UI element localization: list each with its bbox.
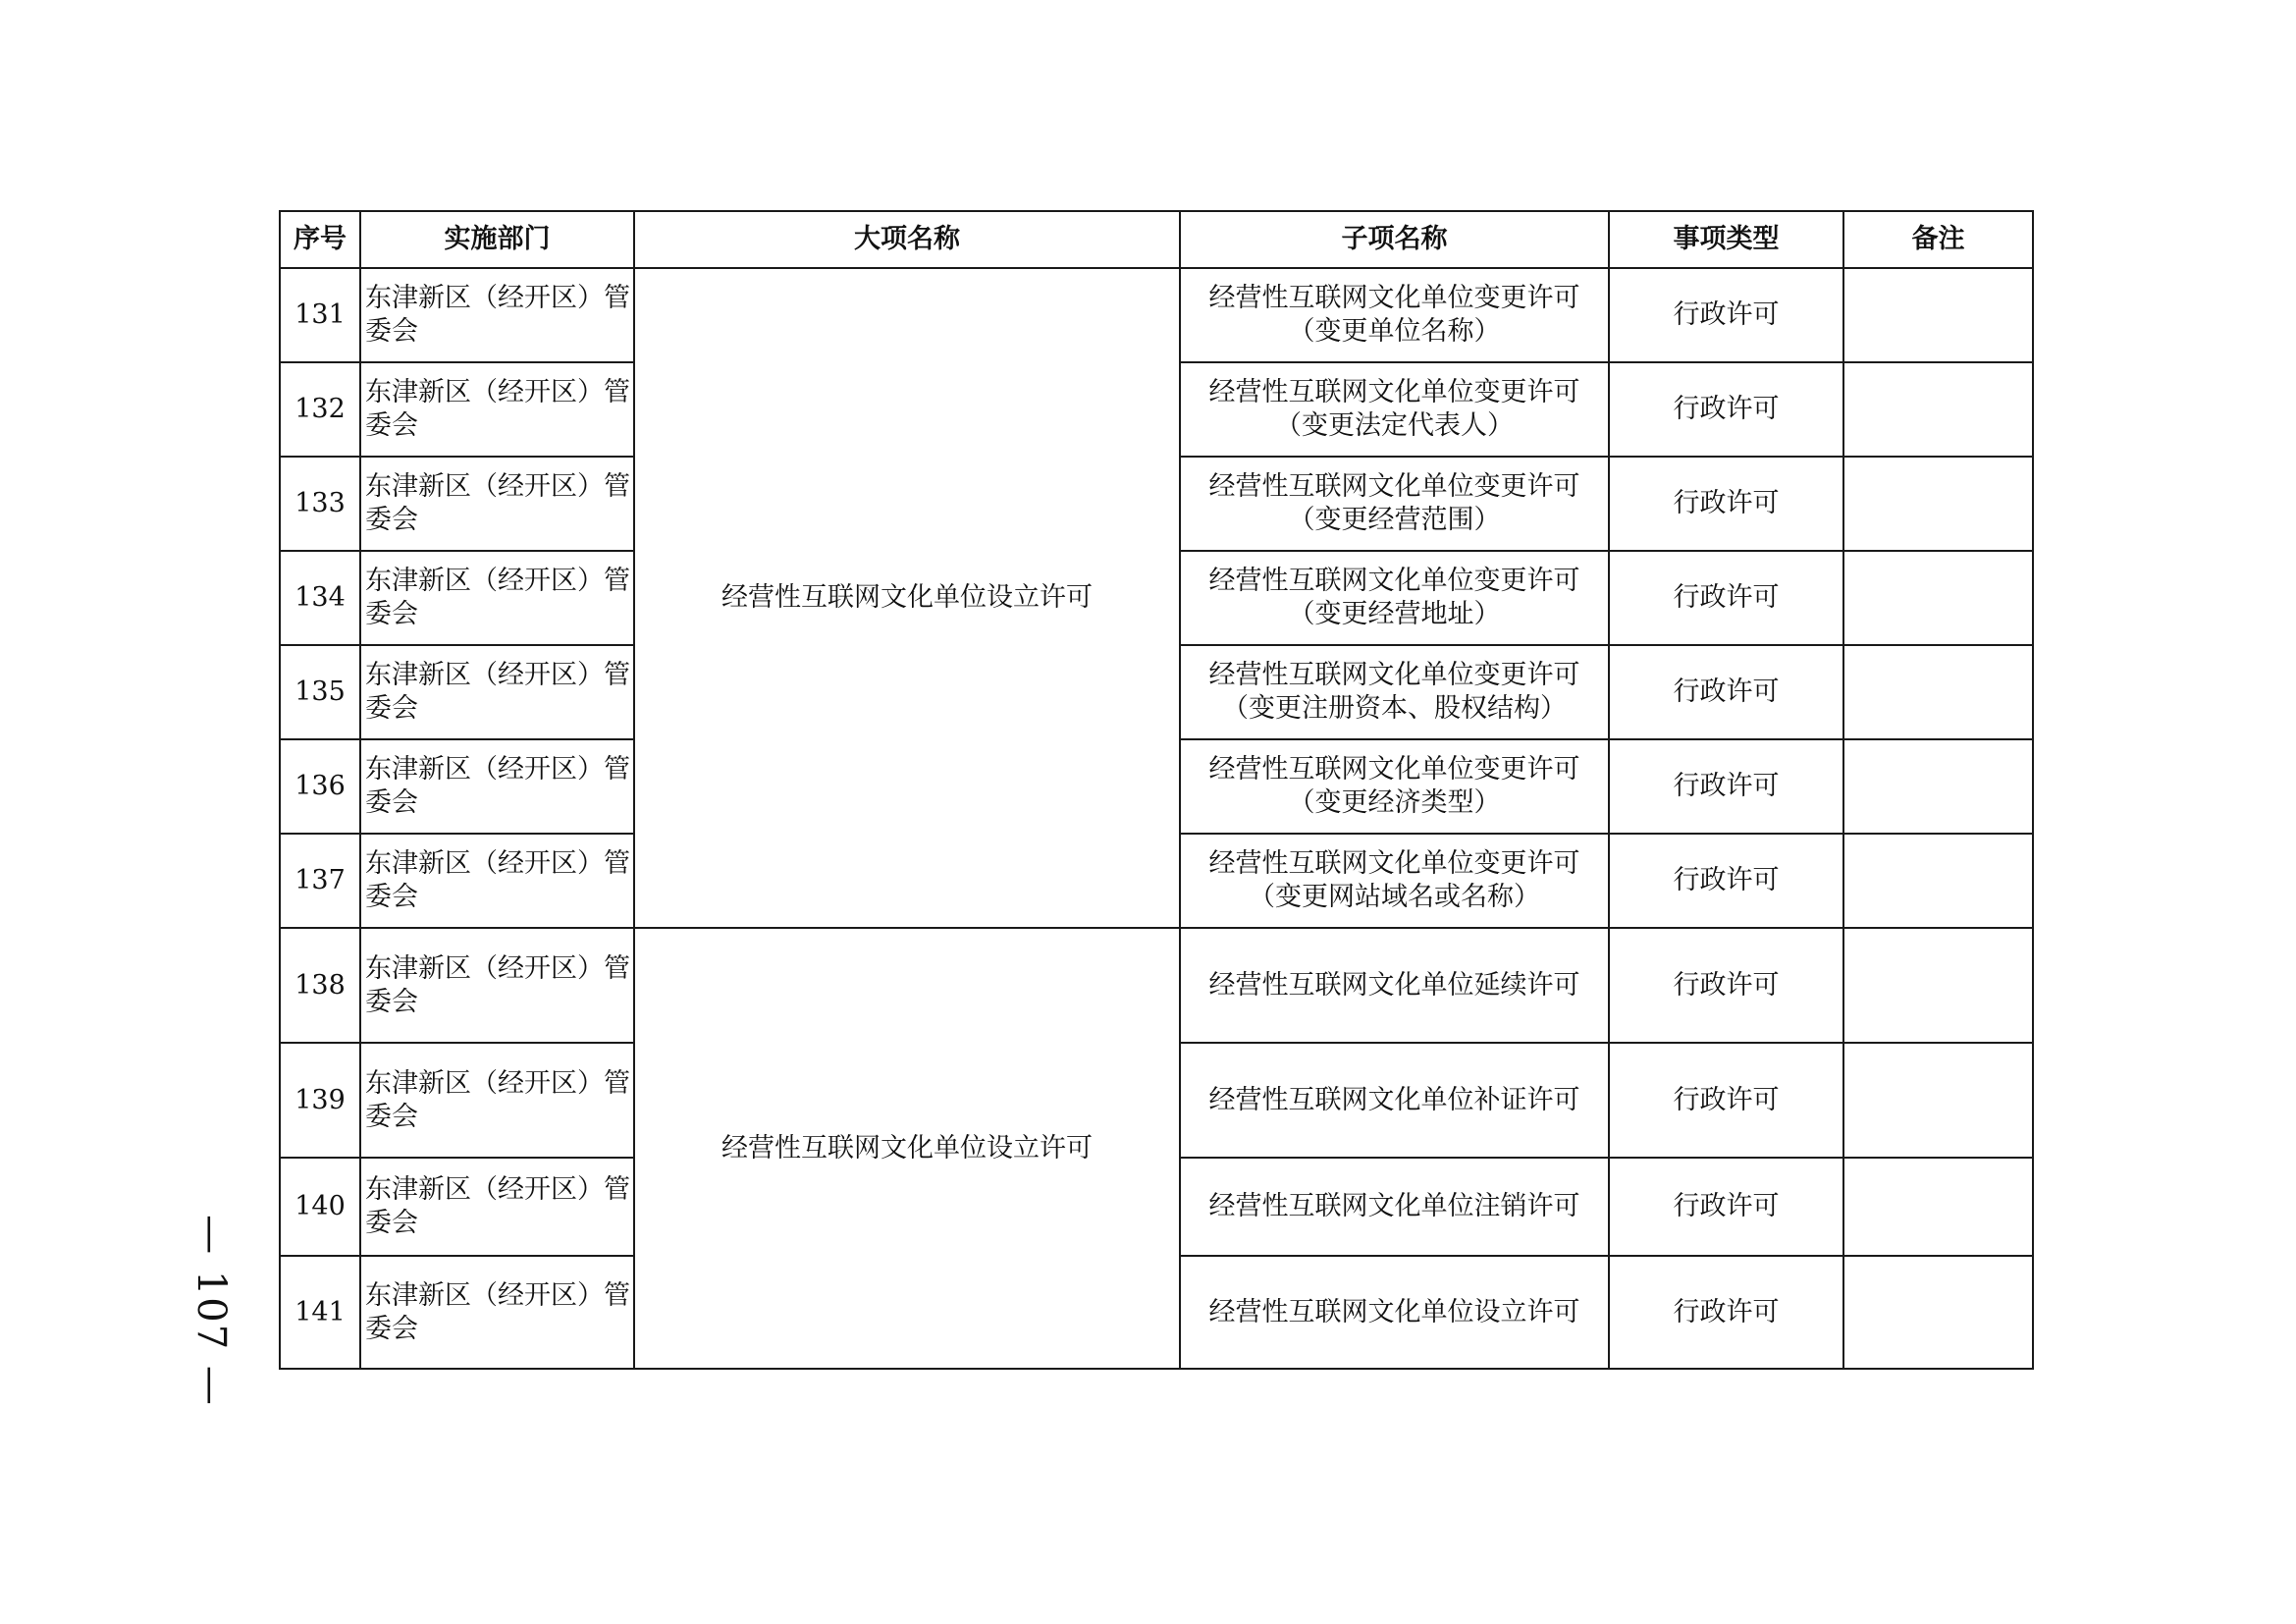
row-sub [1180, 551, 1609, 645]
row-type: 行政许可 [1609, 457, 1843, 551]
row-dept: 东津新区（经开区）管委会 [360, 362, 634, 457]
group-major-name: 经营性互联网文化单位设立许可 [634, 268, 1180, 928]
row-type: 行政许可 [1609, 362, 1843, 457]
row-sub [1180, 362, 1609, 457]
row-no: 131 [280, 268, 360, 362]
row-type: 行政许可 [1609, 645, 1843, 739]
row-note [1843, 645, 2033, 739]
row-sub-line1: 经营性互联网文化单位变更许可 [1208, 283, 1580, 313]
row-note [1843, 457, 2033, 551]
header-sub: 子项名称 [1180, 211, 1609, 268]
row-sub-line1: 经营性互联网文化单位变更许可 [1208, 566, 1580, 596]
table-row [280, 268, 2033, 362]
row-note [1843, 268, 2033, 362]
row-sub-line1: 经营性互联网文化单位注销许可 [1208, 1191, 1580, 1221]
row-dept: 东津新区（经开区）管委会 [360, 1043, 634, 1158]
row-dept: 东津新区（经开区）管委会 [360, 1256, 634, 1369]
row-sub-line2: （变更单位名称） [1288, 316, 1501, 347]
row-note [1843, 739, 2033, 834]
row-dept: 东津新区（经开区）管委会 [360, 457, 634, 551]
row-sub [1180, 834, 1609, 928]
row-sub-line1: 经营性互联网文化单位延续许可 [1208, 969, 1580, 1001]
row-dept: 东津新区（经开区）管委会 [360, 834, 634, 928]
page-number [177, 1215, 245, 1407]
row-type: 行政许可 [1609, 834, 1843, 928]
row-sub [1180, 457, 1609, 551]
row-no: 132 [280, 362, 360, 457]
row-sub-line1: 经营性互联网文化单位变更许可 [1208, 471, 1580, 502]
header-no: 序号 [280, 211, 360, 268]
row-no: 139 [280, 1043, 360, 1158]
row-sub [1180, 268, 1609, 362]
row-dept: 东津新区（经开区）管委会 [360, 551, 634, 645]
row-type: 行政许可 [1609, 1158, 1843, 1256]
row-dept: 东津新区（经开区）管委会 [360, 739, 634, 834]
row-dept: 东津新区（经开区）管委会 [360, 645, 634, 739]
table-row [280, 928, 2033, 1043]
group-major-name: 经营性互联网文化单位设立许可 [634, 928, 1180, 1369]
row-type: 行政许可 [1609, 1256, 1843, 1369]
row-note [1843, 362, 2033, 457]
header-major: 大项名称 [634, 211, 1180, 268]
row-sub-line1: 经营性互联网文化单位变更许可 [1208, 848, 1580, 879]
row-sub-line2: （变更法定代表人） [1275, 410, 1514, 441]
row-type: 行政许可 [1609, 1043, 1843, 1158]
row-no: 135 [280, 645, 360, 739]
row-sub-line1: 经营性互联网文化单位设立许可 [1208, 1296, 1580, 1327]
row-sub [1180, 739, 1609, 834]
row-sub [1180, 1158, 1609, 1256]
row-dept: 东津新区（经开区）管委会 [360, 928, 634, 1043]
row-sub [1180, 1256, 1609, 1369]
row-note [1843, 834, 2033, 928]
row-sub-line2: （变更经营范围） [1288, 505, 1501, 535]
row-no: 138 [280, 928, 360, 1043]
row-note [1843, 1158, 2033, 1256]
row-sub [1180, 928, 1609, 1043]
row-type: 行政许可 [1609, 268, 1843, 362]
header-type: 事项类型 [1609, 211, 1843, 268]
row-sub-line1: 经营性互联网文化单位变更许可 [1208, 754, 1580, 785]
row-sub [1180, 645, 1609, 739]
row-note [1843, 551, 2033, 645]
header-dept: 实施部门 [360, 211, 634, 268]
row-note [1843, 928, 2033, 1043]
row-sub-line2: （变更经营地址） [1288, 599, 1501, 629]
row-no: 140 [280, 1158, 360, 1256]
row-sub-line1: 经营性互联网文化单位变更许可 [1208, 660, 1580, 690]
row-type: 行政许可 [1609, 551, 1843, 645]
row-sub-line2: （变更网站域名或名称） [1249, 882, 1540, 912]
row-no: 136 [280, 739, 360, 834]
row-dept: 东津新区（经开区）管委会 [360, 268, 634, 362]
row-no: 137 [280, 834, 360, 928]
row-dept: 东津新区（经开区）管委会 [360, 1158, 634, 1256]
row-sub-line2: （变更注册资本、股权结构） [1222, 693, 1567, 724]
row-type: 行政许可 [1609, 739, 1843, 834]
row-no: 133 [280, 457, 360, 551]
row-note [1843, 1043, 2033, 1158]
table-header-row [280, 211, 2033, 268]
row-sub [1180, 1043, 1609, 1158]
row-type: 行政许可 [1609, 928, 1843, 1043]
page-number-text: — 107 — [188, 1215, 234, 1407]
row-note [1843, 1256, 2033, 1369]
row-no: 141 [280, 1256, 360, 1369]
row-sub-line1: 经营性互联网文化单位变更许可 [1208, 377, 1580, 407]
row-sub-line1: 经营性互联网文化单位补证许可 [1208, 1084, 1580, 1115]
row-no: 134 [280, 551, 360, 645]
header-note: 备注 [1843, 211, 2033, 268]
item-table [279, 210, 2034, 1370]
row-sub-line2: （变更经济类型） [1288, 787, 1501, 818]
